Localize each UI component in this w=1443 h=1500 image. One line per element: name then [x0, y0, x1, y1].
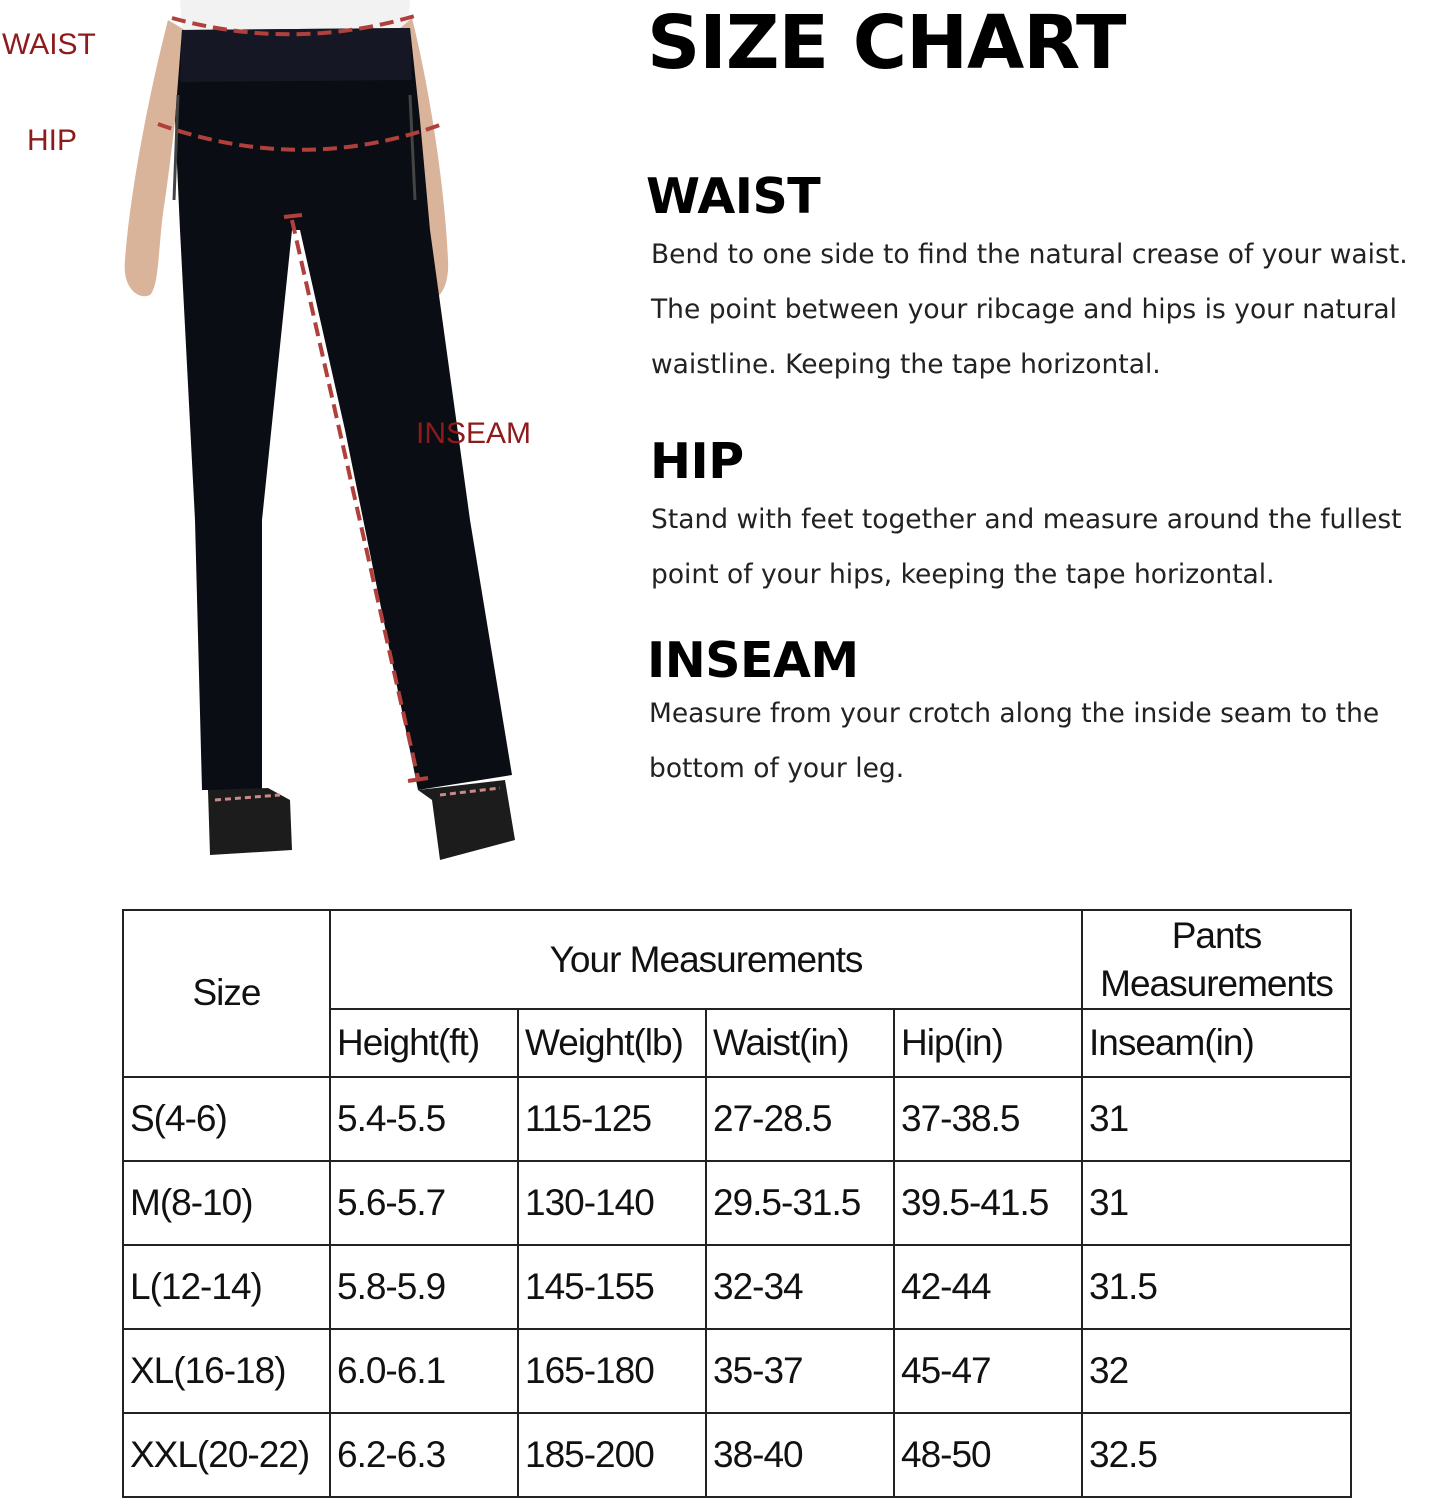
- table-row: [123, 1413, 1351, 1497]
- waist-instructions: Bend to one side to find the natural crease of your waist. The point between your ribcage and hips is your natural waistline. Keeping the tape horizontal.: [651, 239, 1408, 380]
- size-column-header: Size: [123, 910, 330, 1077]
- table-cell: 32: [1082, 1329, 1351, 1413]
- table-cell: 48-50: [894, 1413, 1082, 1497]
- hip-instructions: Stand with feet together and measure around the fullest point of your hips, keeping the tape horizontal.: [651, 504, 1402, 590]
- table-cell: 115-125: [518, 1077, 706, 1161]
- table-cell: 6.2-6.3: [330, 1413, 518, 1497]
- table-cell: 145-155: [518, 1245, 706, 1329]
- waistband: [180, 28, 412, 82]
- inseam-heading: INSEAM: [647, 632, 859, 689]
- hip-label: HIP: [27, 124, 78, 157]
- table-cell: L(12-14): [123, 1245, 330, 1329]
- table-row: [123, 1245, 1351, 1329]
- table-cell: 37-38.5: [894, 1077, 1082, 1161]
- table-cell: 5.8-5.9: [330, 1245, 518, 1329]
- waist-heading: WAIST: [646, 168, 821, 225]
- table-cell: 5.4-5.5: [330, 1077, 518, 1161]
- column-header: Inseam(in): [1082, 1009, 1351, 1077]
- inseam-instructions: Measure from your crotch along the inside seam to the bottom of your leg.: [649, 698, 1380, 784]
- table-cell: 35-37: [706, 1329, 894, 1413]
- table-cell: 31: [1082, 1161, 1351, 1245]
- table-row: [123, 1077, 1351, 1161]
- table-cell: 165-180: [518, 1329, 706, 1413]
- table-cell: 29.5-31.5: [706, 1161, 894, 1245]
- right-shoe: [418, 780, 515, 860]
- table-cell: 32.5: [1082, 1413, 1351, 1497]
- table-cell: 27-28.5: [706, 1077, 894, 1161]
- table-cell: 5.6-5.7: [330, 1161, 518, 1245]
- table-cell: 31.5: [1082, 1245, 1351, 1329]
- table-cell: S(4-6): [123, 1077, 330, 1161]
- table-cell: 32-34: [706, 1245, 894, 1329]
- inseam-label: INSEAM: [416, 417, 532, 450]
- waist-label: WAIST: [2, 28, 96, 61]
- column-header: Hip(in): [894, 1009, 1082, 1077]
- table-row: [123, 1161, 1351, 1245]
- shirt-hem: [180, 0, 410, 30]
- column-header: Waist(in): [706, 1009, 894, 1077]
- inseam-start-tick: [284, 215, 302, 217]
- table-cell: 185-200: [518, 1413, 706, 1497]
- table-cell: XL(16-18): [123, 1329, 330, 1413]
- table-cell: M(8-10): [123, 1161, 330, 1245]
- model-figure: [0, 0, 600, 870]
- table-cell: 130-140: [518, 1161, 706, 1245]
- table-cell: 45-47: [894, 1329, 1082, 1413]
- column-header: Weight(lb): [518, 1009, 706, 1077]
- your-measurements-header: Your Measurements: [330, 910, 1082, 1009]
- pants-measurements-header: Pants Measurements: [1082, 910, 1351, 1009]
- table-cell: 6.0-6.1: [330, 1329, 518, 1413]
- table-cell: 38-40: [706, 1413, 894, 1497]
- table-cell: 31: [1082, 1077, 1351, 1161]
- size-table: [122, 909, 1352, 1498]
- table-cell: 39.5-41.5: [894, 1161, 1082, 1245]
- table-row: [123, 1329, 1351, 1413]
- hip-heading: HIP: [650, 433, 744, 490]
- table-cell: XXL(20-22): [123, 1413, 330, 1497]
- table-cell: 42-44: [894, 1245, 1082, 1329]
- table-header-row: [123, 910, 1351, 1009]
- page-title: SIZE CHART: [647, 0, 1126, 86]
- column-header: Height(ft): [330, 1009, 518, 1077]
